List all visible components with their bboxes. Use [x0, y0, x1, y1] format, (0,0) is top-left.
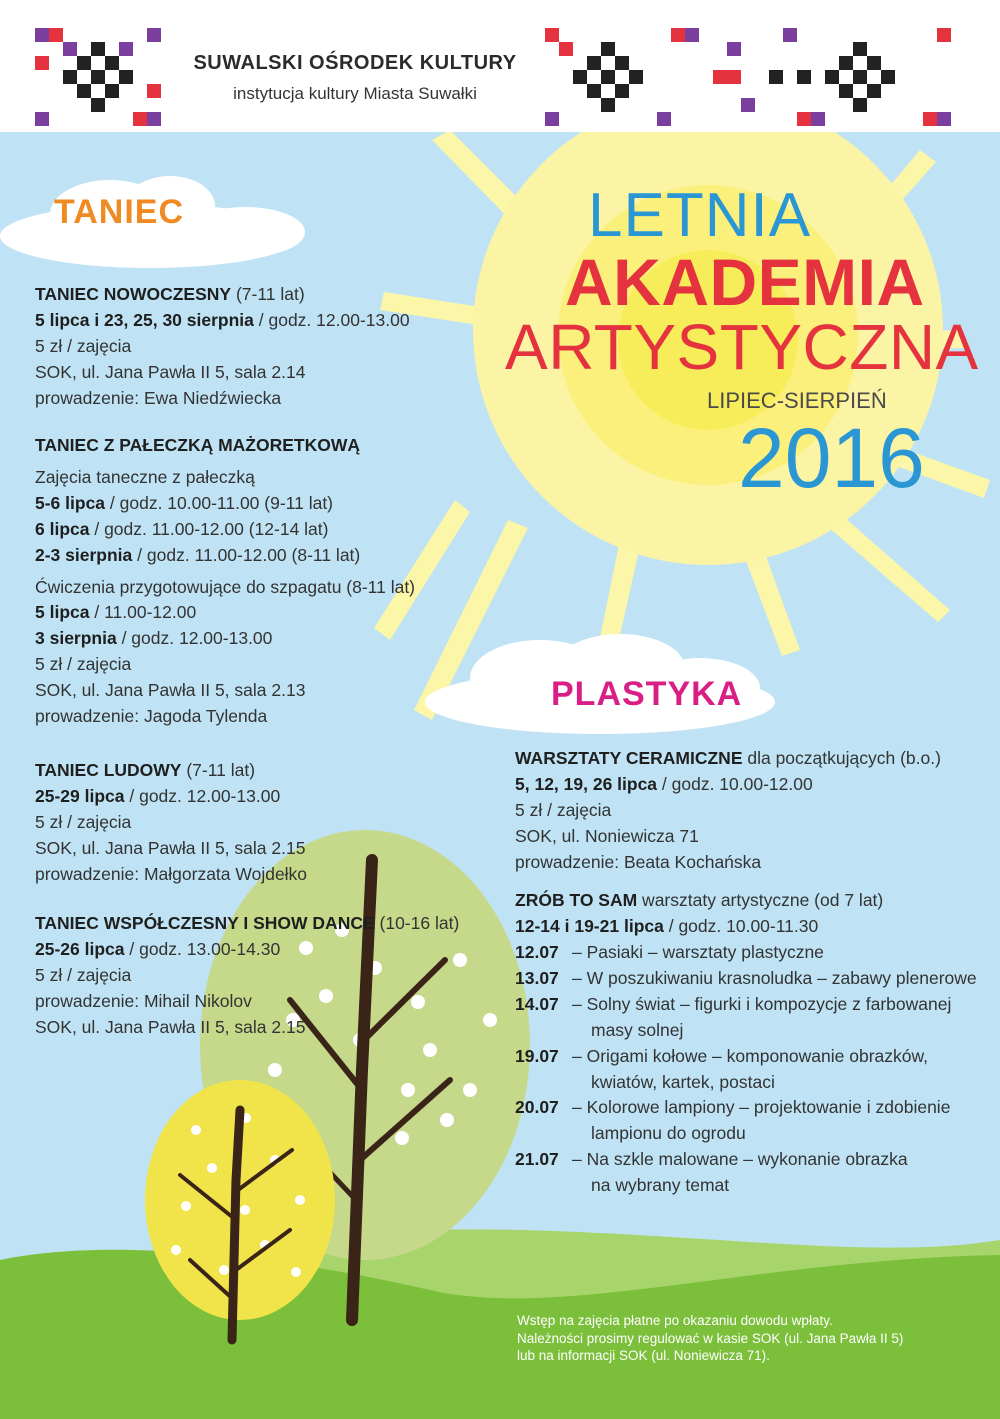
schedule-date: 12.07 — [515, 942, 559, 962]
title-period: LIPIEC-SIERPIEŃ — [707, 388, 887, 413]
footer-line: Należności prosimy regulować w kasie SOK (ul. Jana Pawła II 5) — [517, 1330, 904, 1346]
entry-name: TANIEC Z PAŁECZKĄ MAŻORETKOWĄ — [35, 435, 361, 455]
footer-note — [517, 1312, 903, 1365]
entry-age: (10-16 lat) — [374, 913, 460, 933]
schedule-text: – Origami kołowe – komponowanie obrazków, — [572, 1045, 929, 1066]
entry-name: ZRÓB TO SAM — [515, 890, 638, 910]
title-line-artystyczna: ARTYSTYCZNA — [505, 311, 979, 383]
entry-price: 5 zł / zajęcia — [35, 811, 132, 832]
schedule-text-continued: na wybrany temat — [591, 1175, 730, 1196]
header-band — [0, 0, 1000, 132]
section-title-plastyka: PLASTYKA — [551, 675, 743, 713]
folk-pattern-left — [35, 28, 165, 128]
entry-taniec-ludowy — [35, 758, 307, 888]
entry-subtitle: Zajęcia taneczne z pałeczką — [35, 466, 255, 487]
entry-place: SOK, ul. Jana Pawła II 5, sala 2.15 — [35, 837, 306, 858]
entry-time: / 11.00-12.00 — [89, 602, 197, 623]
entry-time: / godz. 12.00-13.00 — [253, 309, 410, 330]
schedule-text: – Na szkle malowane – wykonanie obrazka — [572, 1149, 908, 1170]
entry-name: WARSZTATY CERAMICZNE — [515, 748, 743, 768]
entry-time: / godz. 11.00-12.00 (12-14 lat) — [89, 518, 329, 539]
entry-warsztaty-ceramiczne — [515, 746, 941, 876]
entry-dates: 6 lipca — [35, 518, 90, 539]
entry-place: SOK, ul. Noniewicza 71 — [515, 825, 699, 846]
entry-age: (7-11 lat) — [231, 284, 305, 304]
entry-price: 5 zł / zajęcia — [35, 654, 132, 675]
entry-price: 5 zł / zajęcia — [515, 799, 612, 820]
entry-dates: 5, 12, 19, 26 lipca — [515, 773, 658, 794]
schedule-item — [515, 940, 977, 966]
schedule-text: – Kolorowe lampiony – projektowanie i zdobienie — [572, 1097, 951, 1118]
entry-leader: prowadzenie: Jagoda Tylenda — [35, 706, 268, 727]
entry-dates: 5-6 lipca — [35, 492, 106, 513]
zrob-to-sam-schedule — [515, 940, 977, 1199]
entry-place: SOK, ul. Jana Pawła II 5, sala 2.13 — [35, 680, 306, 701]
entry-name: TANIEC LUDOWY — [35, 760, 182, 780]
entry-time: / godz. 10.00-12.00 — [657, 773, 813, 794]
entry-name: TANIEC NOWOCZESNY — [35, 284, 232, 304]
entry-price: 5 zł / zajęcia — [35, 335, 132, 356]
entry-taniec-nowoczesny — [35, 282, 410, 412]
schedule-date: 19.07 — [515, 1045, 559, 1066]
schedule-item — [515, 966, 977, 992]
schedule-text-continued: kwiatów, kartek, postaci — [591, 1071, 775, 1092]
schedule-item — [515, 1044, 977, 1070]
schedule-date: 21.07 — [515, 1149, 559, 1170]
title-year: 2016 — [738, 411, 925, 505]
schedule-text-continued: masy solnej — [591, 1019, 684, 1040]
footer-line: lub na informacji SOK (ul. Noniewicza 71). — [517, 1348, 770, 1363]
entry-leader: prowadzenie: Beata Kochańska — [515, 851, 762, 872]
folk-pattern-right — [545, 28, 955, 128]
schedule-text: – Solny świat – figurki i kompozycje z farbowanej — [572, 993, 952, 1014]
entry-taniec-paleczka — [35, 433, 415, 730]
schedule-item — [515, 992, 977, 1018]
section-title-taniec: TANIEC — [54, 193, 185, 231]
entry-dates: 25-26 lipca — [35, 938, 125, 959]
entry-dates: 5 lipca i 23, 25, 30 sierpnia — [35, 309, 254, 330]
entry-time: / godz. 10.00-11.30 — [663, 916, 819, 936]
entry-leader: prowadzenie: Małgorzata Wojdełko — [35, 863, 308, 884]
schedule-item — [515, 1095, 977, 1121]
entry-dates: 2-3 sierpnia — [35, 544, 133, 565]
schedule-date: 13.07 — [515, 967, 559, 988]
entry-dates: 25-29 lipca — [35, 785, 125, 806]
entry-dates: 12-14 i 19-21 lipca — [515, 916, 664, 936]
entry-note: warsztaty artystyczne (od 7 lat) — [637, 890, 884, 910]
entry-place: SOK, ul. Jana Pawła II 5, sala 2.15 — [35, 1016, 306, 1037]
footer-line: Wstęp na zajęcia płatne po okazaniu dowodu wpłaty. — [517, 1313, 833, 1328]
entry-name: TANIEC WSPÓŁCZESNY I SHOW DANCE — [35, 913, 375, 933]
schedule-text: – W poszukiwaniu krasnoludka – zabawy plenerowe — [572, 967, 977, 988]
schedule-text-continued: lampionu do ogrodu — [591, 1123, 746, 1144]
entry-time: / godz. 10.00-11.00 (9-11 lat) — [105, 492, 334, 513]
entry-subtitle: Ćwiczenia przygotowujące do szpagatu (8-11 lat) — [35, 576, 416, 597]
org-name: SUWALSKI OŚRODEK KULTURY — [193, 52, 517, 74]
org-subtitle: instytucja kultury Miasta Suwałki — [233, 84, 477, 103]
schedule-text: – Pasiaki – warsztaty plastyczne — [572, 942, 824, 962]
schedule-date: 14.07 — [515, 993, 559, 1014]
entry-zrob-to-sam — [515, 888, 883, 914]
schedule-date: 20.07 — [515, 1097, 559, 1118]
entry-leader: prowadzenie: Mihail Nikolov — [35, 990, 252, 1011]
entry-price: 5 zł / zajęcia — [35, 964, 132, 985]
entry-leader: prowadzenie: Ewa Niedźwiecka — [35, 387, 282, 408]
entry-age: (7-11 lat) — [181, 760, 256, 780]
entry-time: / godz. 12.00-13.00 — [124, 785, 281, 806]
title-line-akademia: AKADEMIA — [565, 245, 925, 319]
entry-dates: 3 sierpnia — [35, 628, 117, 649]
schedule-item — [515, 1147, 977, 1173]
entry-zrob-to-sam-dates — [515, 914, 818, 940]
entry-taniec-show-dance — [35, 911, 459, 1041]
entry-place: SOK, ul. Jana Pawła II 5, sala 2.14 — [35, 361, 306, 382]
entry-time: / godz. 13.00-14.30 — [124, 938, 281, 959]
entry-time: / godz. 11.00-12.00 (8-11 lat) — [132, 544, 361, 565]
entry-dates: 5 lipca — [35, 602, 90, 623]
title-line-letnia: LETNIA — [588, 181, 812, 250]
entry-note: dla początkujących (b.o.) — [742, 748, 941, 768]
entry-time: / godz. 12.00-13.00 — [116, 628, 273, 649]
